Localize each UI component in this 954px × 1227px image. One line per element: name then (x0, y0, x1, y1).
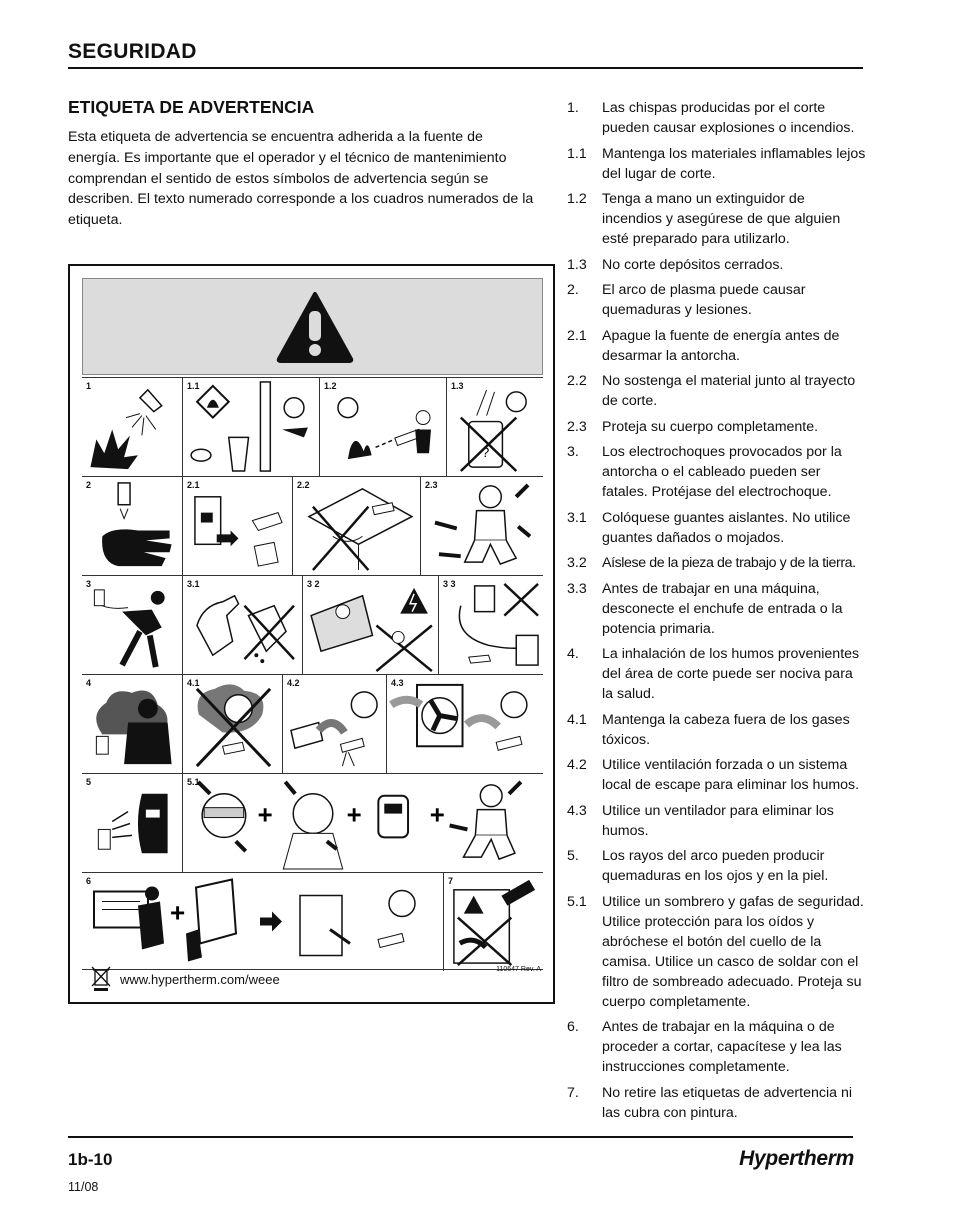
item-number: 5. (567, 848, 579, 864)
list-item (567, 508, 867, 548)
list-item (567, 579, 867, 639)
svg-text:+: + (346, 801, 362, 830)
label-cell-3-2 (302, 576, 438, 674)
item-text: Apague la fuente de energía antes de desarmar la antorcha. (602, 327, 840, 364)
cell-number: 4 (86, 678, 92, 688)
label-cell-3-3 (438, 576, 543, 674)
cell-number: 7 (448, 876, 454, 886)
brand-logo: Hypertherm (739, 1147, 854, 1170)
list-item (567, 417, 867, 437)
arc-burn-hand-icon (82, 477, 182, 575)
item-number: 1.2 (567, 191, 587, 207)
label-cell-2-1 (182, 477, 292, 575)
weee-link[interactable]: www.hypertherm.com/weee (120, 972, 280, 987)
item-number: 6. (567, 1019, 579, 1035)
cell-number: 2 (86, 480, 92, 490)
label-cell-3-1 (182, 576, 302, 674)
cell-number: 5.1 (187, 777, 200, 787)
item-text: Proteja su cuerpo completamente. (602, 418, 819, 435)
list-item (567, 326, 867, 366)
insulated-gloves-icon (183, 576, 302, 674)
head-out-of-fumes-icon (183, 675, 282, 773)
label-row-3 (82, 575, 543, 674)
item-text: El arco de plasma puede causar quemaduras y lesiones. (602, 282, 806, 318)
cell-number: 4.2 (287, 678, 300, 688)
item-text: No corte depósitos cerrados. (602, 256, 784, 273)
label-cell-4-2 (282, 675, 386, 773)
forced-ventilation-icon (283, 675, 386, 773)
eye-skin-protection-icon (183, 774, 543, 872)
list-item (567, 846, 867, 886)
label-cell-1-2 (319, 378, 446, 476)
cell-number: 1 (86, 381, 92, 391)
label-cell-4-3 (386, 675, 543, 773)
item-number: 1. (567, 100, 579, 116)
flammable-materials-icon (183, 378, 319, 476)
list-item (567, 144, 867, 184)
item-number: 1.3 (567, 256, 587, 273)
warning-label (68, 264, 555, 1004)
exhaust-fan-icon (387, 675, 543, 773)
cell-number: 3 3 (443, 579, 456, 589)
list-item (567, 255, 867, 275)
item-text: Antes de trabajar en la máquina o de proceder a cortar, capacítese y lea las instrucciones completamente. (602, 1019, 842, 1075)
header-rule (68, 67, 863, 69)
list-item (567, 280, 867, 320)
item-number: 3.3 (567, 580, 587, 597)
item-number: 5.1 (567, 893, 587, 910)
item-number: 1.1 (567, 145, 587, 162)
label-cell-1-3 (446, 378, 543, 476)
cell-number: 3 2 (307, 579, 320, 589)
list-item (567, 442, 867, 502)
label-cell-2-3 (420, 477, 543, 575)
item-text: Mantenga los materiales inflamables lejos del lugar de corte. (602, 145, 866, 182)
label-cell-4-1 (182, 675, 282, 773)
label-row-5 (82, 773, 543, 872)
item-number: 3.1 (567, 509, 587, 526)
label-cell-1 (82, 378, 182, 476)
label-cell-1-1 (182, 378, 319, 476)
label-cell-7 (443, 873, 543, 971)
label-row-6 (82, 872, 543, 971)
label-row-4 (82, 674, 543, 773)
intro-paragraph: Esta etiqueta de advertencia se encuentra adherida a la fuente de energía. Es importante que el operador y el técnico de mantenimiento comprendan el sentido de estos símbolos de advertencia según se describen. El texto numerado corresponde a los cuadros numerados de la etiqueta. (68, 129, 534, 229)
item-number: 4.1 (567, 711, 587, 728)
cell-number: 2.2 (297, 480, 310, 490)
item-text: Los rayos del arco pueden producir quemaduras en los ojos y en la piel. (602, 848, 829, 884)
cell-number: 4.3 (391, 678, 404, 688)
item-text: Tenga a mano un extinguidor de incendios y asegúrese de que alguien esté preparado para utilizarlo. (602, 191, 841, 247)
label-cell-6 (82, 873, 443, 971)
item-text: Mantenga la cabeza fuera de los gases tóxicos. (602, 711, 850, 748)
item-text: Antes de trabajar en una máquina, desconecte el enchufe de entrada o la potencia primaria. (602, 580, 843, 637)
item-text: Utilice un ventilador para eliminar los humos. (602, 802, 834, 839)
label-cell-5-1 (182, 774, 543, 872)
item-text: No sostenga el material junto al trayecto de corte. (602, 373, 856, 409)
cell-number: 1.2 (324, 381, 337, 391)
weee-bin-icon (90, 966, 112, 992)
svg-text:+: + (170, 897, 186, 928)
item-number: 3.2 (567, 555, 587, 571)
item-text: Aíslese de la pieza de trabajo y de la tierra. (602, 555, 856, 571)
item-number: 2. (567, 282, 579, 298)
list-item (567, 892, 867, 1012)
list-item (567, 1017, 867, 1077)
cell-number: 5 (86, 777, 92, 787)
label-row-2 (82, 476, 543, 575)
item-text: Las chispas producidas por el corte pueden causar explosiones o incendios. (602, 100, 855, 136)
toxic-fumes-icon (82, 675, 182, 773)
warning-items-list (567, 98, 867, 1128)
svg-text:+: + (257, 801, 273, 830)
cell-number: 2.3 (425, 480, 438, 490)
arc-rays-icon (82, 774, 182, 872)
list-item (567, 553, 867, 573)
page-heading: ETIQUETA DE ADVERTENCIA (68, 97, 315, 117)
svg-text:+: + (429, 801, 445, 830)
cell-number: 1.1 (187, 381, 200, 391)
list-item (567, 801, 867, 841)
label-cell-3 (82, 576, 182, 674)
closed-container-icon (447, 378, 543, 476)
footer-rule (68, 1136, 853, 1138)
list-item (567, 371, 867, 411)
revision-date: 11/08 (68, 1180, 99, 1194)
cell-number: 3 (86, 579, 92, 589)
list-item (567, 755, 867, 795)
do-not-remove-labels-icon (444, 873, 543, 971)
item-number: 2.1 (567, 327, 587, 344)
label-bottom-rule (82, 969, 543, 970)
item-number: 4. (567, 646, 579, 662)
item-text: No retire las etiquetas de advertencia ni las cubra con pintura. (602, 1084, 852, 1121)
item-number: 4.3 (567, 802, 587, 819)
electric-shock-icon (82, 576, 182, 674)
read-instructions-icon (82, 873, 443, 971)
list-item (567, 1083, 867, 1123)
section-title: SEGURIDAD (68, 40, 197, 63)
item-text: Utilice un sombrero y gafas de seguridad. Utilice protección para los oídos y abróchese el botón del cuello de la camisa. Utilice un casco de soldar con el filtro de sombreado adecuado. Proteja su cuerpo completamente. (602, 893, 864, 1010)
page-number: 1b-10 (68, 1150, 113, 1169)
cell-number: 3.1 (187, 579, 200, 589)
power-off-torch-icon (183, 477, 292, 575)
label-cell-2-2 (292, 477, 420, 575)
item-number: 3. (567, 444, 579, 460)
label-cell-5 (82, 774, 182, 872)
label-cell-4 (82, 675, 182, 773)
cell-number: 4.1 (187, 678, 200, 688)
cutting-path-icon (293, 477, 420, 575)
fire-extinguisher-icon (320, 378, 446, 476)
item-number: 4.2 (567, 757, 587, 773)
label-cell-2 (82, 477, 182, 575)
item-text: La inhalación de los humos provenientes del área de corte puede ser nociva para la salud. (602, 646, 860, 702)
svg-text:?: ? (481, 444, 490, 461)
cell-number: 2.1 (187, 480, 200, 490)
cell-number: 6 (86, 876, 92, 886)
list-item (567, 189, 867, 249)
full-body-protection-icon (421, 477, 543, 575)
insulate-from-ground-icon (303, 576, 438, 674)
label-banner (82, 278, 543, 375)
disconnect-power-icon (439, 576, 543, 674)
item-number: 2.3 (567, 418, 587, 435)
label-row-1 (82, 377, 543, 476)
cell-number: 1.3 (451, 381, 464, 391)
item-text: Utilice ventilación forzada o un sistema local de escape para eliminar los humos. (602, 757, 860, 793)
list-item (567, 98, 867, 138)
sparks-explosion-icon (82, 378, 182, 476)
item-number: 7. (567, 1084, 579, 1101)
item-text: Los electrochoques provocados por la antorcha o el cableado pueden ser fatales. Protéjase del electrochoque. (602, 444, 842, 500)
item-text: Colóquese guantes aislantes. No utilice guantes dañados o mojados. (602, 509, 851, 546)
label-part-number: 110647 Rev. A (496, 966, 541, 973)
item-number: 2.2 (567, 373, 587, 389)
list-item (567, 710, 867, 750)
warning-triangle-icon (276, 291, 354, 363)
list-item (567, 644, 867, 704)
